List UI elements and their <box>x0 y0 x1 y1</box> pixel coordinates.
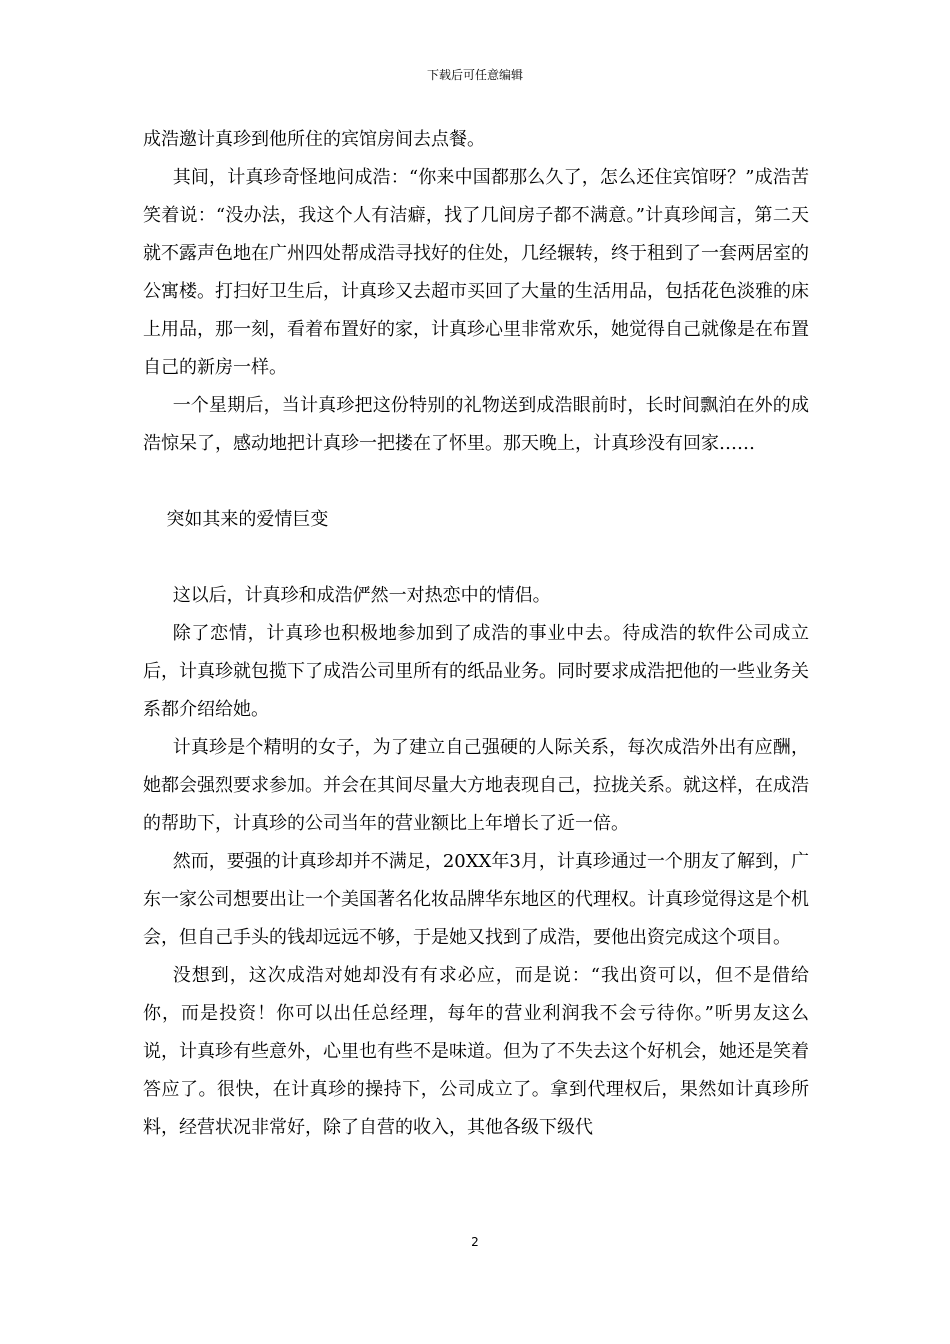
page-number: 2 <box>471 1235 479 1249</box>
paragraph: 一个星期后，当计真珍把这份特别的礼物送到成浩眼前时，长时间飘泊在外的成浩惊呆了，感动地把计真珍一把搂在了怀里。那天晚上，计真珍没有回家…… <box>143 395 809 454</box>
paragraph: 这以后，计真珍和成浩俨然一对热恋中的情侣。 <box>172 585 551 606</box>
paragraph: 除了恋情，计真珍也积极地参加到了成浩的事业中去。待成浩的软件公司成立后，计真珍就包揽下了成浩公司里所有的纸品业务。同时要求成浩把他的一些业务关系都介绍给她。 <box>143 623 809 720</box>
page-header: 下载后可任意编辑 <box>426 68 523 82</box>
section-heading: 突如其来的爱情巨变 <box>166 509 329 530</box>
paragraph: 成浩邀计真珍到他所住的宾馆房间去点餐。 <box>143 129 485 150</box>
paragraph: 其间，计真珍奇怪地问成浩：“你来中国都那么久了，怎么还住宾馆呀？”成浩苦笑着说：“没办法，我这个人有洁癖，找了几间房子都不满意。”计真珍闻言，第二天就不露声色地在广州四处帮成浩寻找好的住处，几经辗转，终于租到了一套两居室的公寓楼。打扫好卫生后，计真珍又去超市买回了大量的生活用品，包括花色淡雅的床上用品，那一刻，看着布置好的家，计真珍心里非常欢乐，她觉得自己就像是在布置自己的新房一样。 <box>143 167 809 378</box>
paragraph: 计真珍是个精明的女子，为了建立自己强硬的人际关系，每次成浩外出有应酬，她都会强烈要求参加。并会在其间尽量大方地表现自己，拉拢关系。就这样，在成浩的帮助下，计真珍的公司当年的营业额比上年增长了近一倍。 <box>143 737 809 834</box>
document-body <box>143 121 809 1147</box>
paragraph: 然而，要强的计真珍却并不满足，20XX年3月，计真珍通过一个朋友了解到，广东一家公司想要出让一个美国著名化妆品牌华东地区的代理权。计真珍觉得这是个机会，但自己手头的钱却远远不够，于是她又找到了成浩，要他出资完成这个项目。 <box>143 851 809 948</box>
paragraph: 没想到，这次成浩对她却没有有求必应，而是说：“我出资可以，但不是借给你，而是投资！你可以出任总经理，每年的营业利润我不会亏待你。”听男友这么说，计真珍有些意外，心里也有些不是味道。但为了不失去这个好机会，她还是笑着答应了。很快，在计真珍的操持下，公司成立了。拿到代理权后，果然如计真珍所料，经营状况非常好，除了自营的收入，其他各级下级代 <box>143 965 809 1138</box>
